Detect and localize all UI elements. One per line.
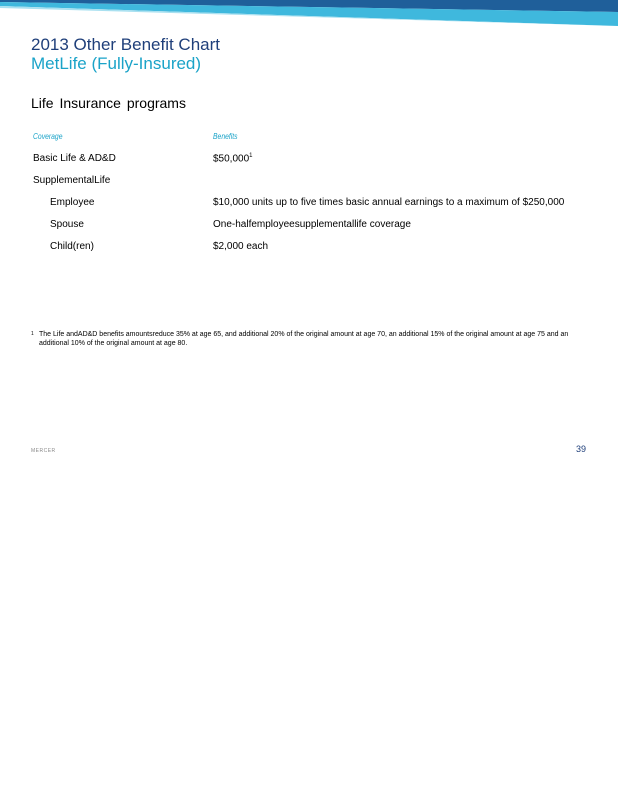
section-title: Life Insurance programs xyxy=(31,95,186,111)
row-coverage-basic-life: Basic Life & AD&D xyxy=(33,153,116,164)
row-benefit-basic-life xyxy=(213,153,253,164)
row-coverage-children: Child(ren) xyxy=(50,241,94,252)
row-benefit-children: $2,000 each xyxy=(213,241,269,252)
column-header-coverage: Coverage xyxy=(33,132,63,141)
row-benefit-employee: $10,000 units up to five times basic annual earnings to a maximum of $250,000 xyxy=(213,197,565,208)
page-number: 39 xyxy=(576,444,587,454)
benefit-value: $50,000 xyxy=(213,153,250,165)
footnote-reference: 1 xyxy=(249,153,253,159)
footnote-text: The Life andAD&D benefits amountsreduce 35% at age 65, and additional 20% of the original amount at age 70, an additional 15% of the original amount at age 75 and an additional 10% of the original amount at age 80. xyxy=(39,331,569,347)
footnote-mark: 1 xyxy=(31,331,34,337)
row-coverage-employee: Employee xyxy=(50,197,95,208)
row-benefit-spouse: One-halfemployeesupplementallife coverage xyxy=(213,219,411,230)
page-title: 2013 Other Benefit Chart xyxy=(31,35,221,54)
column-header-benefits: Benefits xyxy=(213,132,238,141)
row-coverage-supplemental-life: SupplementalLife xyxy=(33,175,111,186)
page-subtitle: MetLife (Fully-Insured) xyxy=(31,54,202,73)
footnote xyxy=(31,330,571,348)
header-banner xyxy=(0,0,618,26)
row-coverage-spouse: Spouse xyxy=(50,219,84,230)
footer-brand: MERCER xyxy=(31,448,56,454)
